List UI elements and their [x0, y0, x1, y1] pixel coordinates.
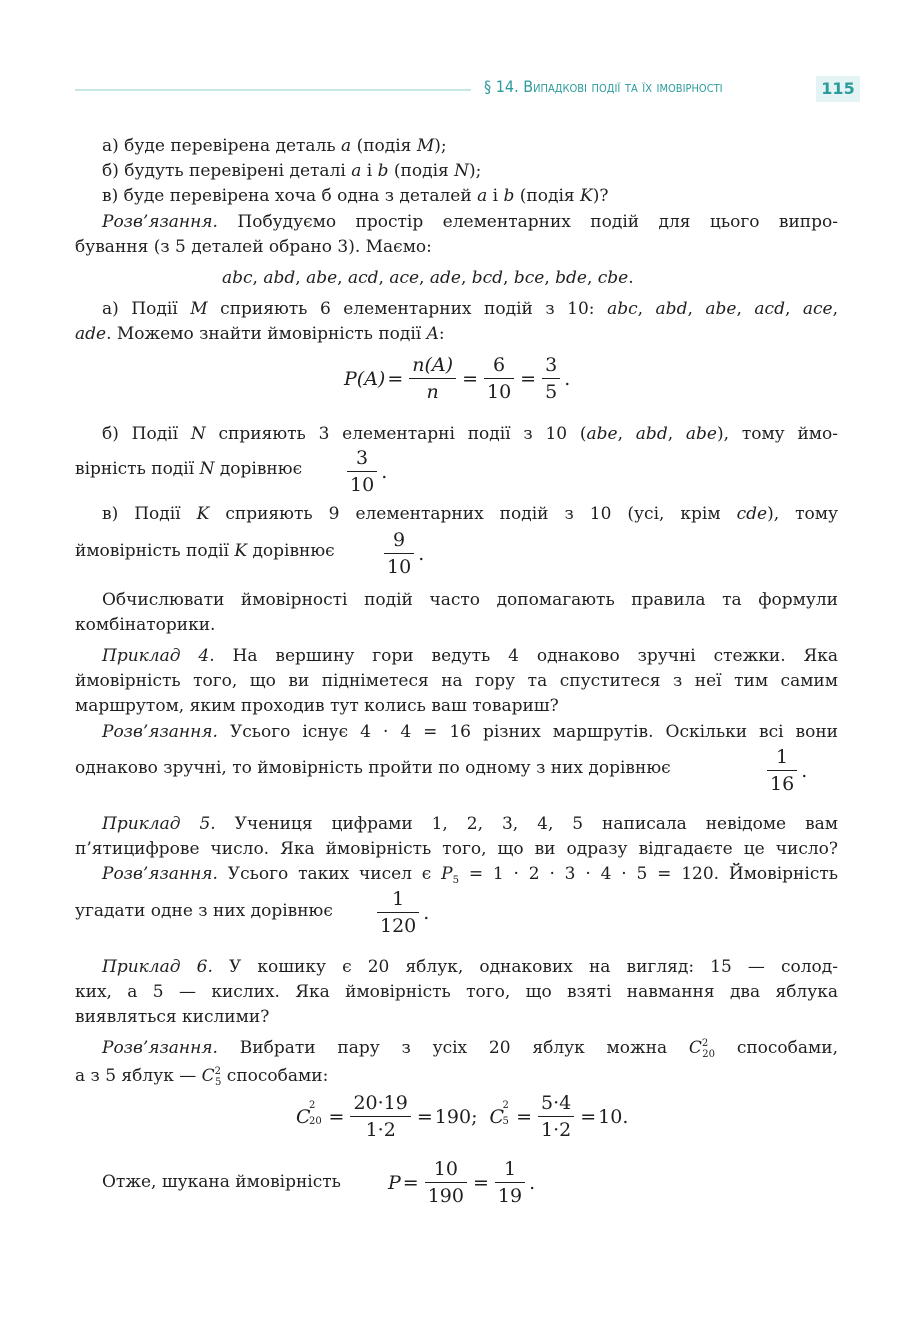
section-title: Випадкові події та їх імовірності	[523, 77, 723, 96]
text-line: п’ятицифрове число. Яка ймовірність того, що ви одразу відгадаєте це число?	[75, 839, 838, 859]
text-line: в) буде перевірена хоча б одна з деталей a і b (подія K)?	[102, 186, 609, 206]
text-line: маршрутом, яким проходив тут колись ваш товариш?	[75, 696, 559, 716]
text-line: Приклад 6. У кошику є 20 яблук, однакових на вигляд: 15 — солод-	[102, 957, 839, 977]
text-line: однаково зручні, то ймовірність пройти по одному з них дорівнює	[75, 758, 671, 778]
page-number: 115	[816, 76, 860, 102]
c-5-2: C 2 5	[489, 1099, 509, 1128]
text-line: бування (з 5 деталей обрано 3). Маємо:	[75, 237, 432, 257]
text-line: Розв’язання. Усього існує 4 · 4 = 16 різних маршрутів. Оскільки всі вони	[102, 722, 838, 742]
formula-combinations: C 2 20 = $\frac{20\cdot 19}{1\cdot 2}$ = 190 ; C 2 5 = $\frac{5\cdot 4}{1\cdot 2}$ = 10 .	[296, 1092, 629, 1141]
text-line: ких, а 5 — кислих. Яка ймовірність того, що взяті навмання два яблука	[75, 982, 838, 1002]
formula-lhs: P(A)	[344, 367, 386, 390]
text-line: угадати одне з них дорівнює	[75, 901, 333, 921]
text-line: в) Події K сприяють 9 елементарних подій з 10 (усі, крім cde), тому	[102, 504, 838, 524]
text-line: виявляться кислими?	[75, 1007, 270, 1027]
text-line: Розв’язання. Усього таких чисел є $P_5 = 1 \cdot 2 \cdot 3 \cdot 4 \cdot 5 = 120$. Ймовірність	[102, 864, 839, 886]
fraction-k: $\frac{9}{10}$ .	[380, 527, 424, 580]
text-line: ймовірність того, що ви підніметеся на гору та спуститеся з неї тим самим	[75, 671, 838, 691]
text-line: а з 5 яблук — $C^2_5$ способами:	[75, 1066, 329, 1088]
text-line: б) Події N сприяють 3 елементарні події з 10 (abe, abd, abe), тому ймо-	[102, 424, 839, 444]
text-line: б) будуть перевірені деталі a і b (подія N);	[102, 161, 482, 181]
text-line: Обчислювати ймовірності подій часто допомагають правила та формули	[102, 590, 838, 610]
fraction-ex5: $\frac{1}{120}$ .	[373, 886, 429, 939]
text-line: а) Події M сприяють 6 елементарних подій з 10: abc, abd, abe, acd, ace,	[102, 299, 839, 319]
formula-probability-a: P(A) = $\frac{n(A)}{n}$ = $\frac{6}{10}$ = $\frac{3}{5}$ .	[344, 354, 571, 403]
text-line: комбінаторики.	[75, 615, 216, 635]
text-line: Отже, шукана ймовірність	[102, 1172, 341, 1192]
running-header	[484, 77, 723, 96]
text-line: а) буде перевірена деталь a (подія M);	[102, 136, 447, 156]
fraction: $\frac{3}{5}$	[542, 352, 560, 405]
c-20-2: C 2 20	[296, 1099, 322, 1128]
text-line: Розв’язання. Вибрати пару з усіх 20 яблук можна $C^2_{20}$ способами,	[102, 1038, 838, 1060]
header-rule	[75, 89, 471, 91]
text-line: ймовірність події K дорівнює	[75, 541, 335, 561]
formula-final: P = $\frac{10}{190}$ = $\frac{1}{19}$ .	[388, 1158, 536, 1207]
text-line: Приклад 5. Учениця цифрами 1, 2, 3, 4, 5 написала невідоме вам	[102, 814, 838, 834]
text-line: abc, abd, abe, acd, ace, ade, bcd, bce, bde, cbe.	[222, 268, 634, 288]
text-line: Розв’язання. Побудуємо простір елементарних подій для цього випро-	[102, 212, 838, 232]
fraction-n: $\frac{3}{10}$ .	[343, 445, 387, 498]
fraction: $\frac{6}{10}$	[484, 352, 514, 405]
section-prefix: § 14.	[484, 77, 519, 96]
fraction: $\frac{n(A)}{n}$	[409, 352, 456, 405]
fraction-ex4: $\frac{1}{16}$ .	[763, 744, 807, 797]
text-line: Приклад 4. На вершину гори ведуть 4 однаково зручні стежки. Яка	[102, 646, 838, 666]
text-line: вірність події N дорівнює	[75, 459, 303, 479]
text-line: ade. Можемо знайти ймовірність події A:	[75, 324, 445, 344]
